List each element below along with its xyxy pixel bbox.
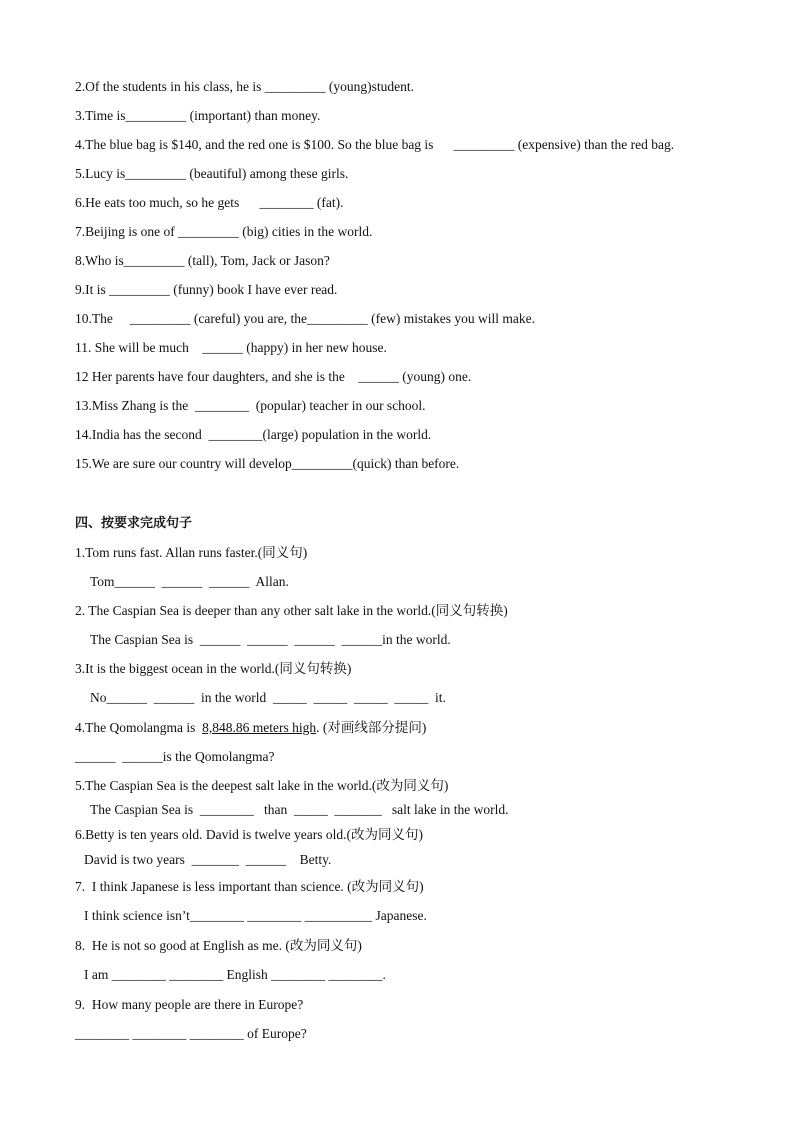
underlined-phrase: 8,848.86 meters high	[202, 720, 317, 735]
question-8-answer: I am ________ ________ English ________ ________.	[84, 967, 386, 982]
question-1-answer: Tom______ ______ ______ Allan.	[90, 574, 289, 589]
exercise-item-3: 3.Time is_________ (important) than money.	[75, 108, 321, 123]
exercise-item-5: 5.Lucy is_________ (beautiful) among these girls.	[75, 166, 349, 181]
exercise-item-13: 13.Miss Zhang is the ________ (popular) teacher in our school.	[75, 398, 426, 413]
question-2-prompt: 2. The Caspian Sea is deeper than any other salt lake in the world.(同义句转换)	[75, 603, 508, 618]
section-heading: 四、按要求完成句子	[75, 516, 193, 531]
question-4-prompt-start: 4.The Qomolangma is	[75, 720, 203, 735]
question-9-prompt: 9. How many people are there in Europe?	[75, 997, 304, 1012]
exercise-item-11: 11. She will be much ______ (happy) in her new house.	[75, 340, 387, 355]
question-8-prompt: 8. He is not so good at English as me. (改为同义句)	[75, 938, 362, 953]
exercise-item-12: 12 Her parents have four daughters, and she is the ______ (young) one.	[75, 369, 472, 384]
exercise-item-8: 8.Who is_________ (tall), Tom, Jack or Jason?	[75, 253, 330, 268]
exercise-item-6: 6.He eats too much, so he gets ________ (fat).	[75, 195, 344, 210]
question-5-prompt: 5.The Caspian Sea is the deepest salt lake in the world.(改为同义句)	[75, 778, 449, 793]
exercise-item-9: 9.It is _________ (funny) book I have ever read.	[75, 282, 338, 297]
question-1-prompt: 1.Tom runs fast. Allan runs faster.(同义句)	[75, 545, 308, 560]
question-5-answer: The Caspian Sea is ________ than _____ _______ salt lake in the world.	[90, 802, 509, 817]
exercise-item-15: 15.We are sure our country will develop_________(quick) than before.	[75, 456, 460, 471]
question-4-answer: ______ ______is the Qomolangma?	[75, 749, 275, 764]
exercise-item-7: 7.Beijing is one of _________ (big) cities in the world.	[75, 224, 373, 239]
exercise-item-10: 10.The _________ (careful) you are, the_________ (few) mistakes you will make.	[75, 311, 536, 326]
question-9-answer: ________ ________ ________ of Europe?	[75, 1026, 307, 1041]
exercise-item-14: 14.India has the second ________(large) population in the world.	[75, 427, 432, 442]
question-6-answer: David is two years _______ ______ Betty.	[84, 852, 332, 867]
question-3-answer: No______ ______ in the world _____ _____ _____ _____ it.	[90, 690, 446, 705]
exercise-item-2: 2.Of the students in his class, he is _________ (young)student.	[75, 79, 414, 94]
exercise-item-4: 4.The blue bag is $140, and the red one is $100. So the blue bag is _________ (expensive) than the red bag.	[75, 137, 675, 152]
question-7-answer: I think science isn’t________ ________ __________ Japanese.	[84, 908, 427, 923]
question-6-prompt: 6.Betty is ten years old. David is twelve years old.(改为同义句)	[75, 827, 423, 842]
question-4-prompt-end: . (对画线部分提问)	[316, 720, 427, 735]
question-3-prompt: 3.It is the biggest ocean in the world.(同义句转换)	[75, 661, 352, 676]
question-2-answer: The Caspian Sea is ______ ______ ______ ______in the world.	[90, 632, 451, 647]
question-7-prompt: 7. I think Japanese is less important than science. (改为同义句)	[75, 879, 424, 894]
question-4-prompt	[75, 719, 800, 737]
